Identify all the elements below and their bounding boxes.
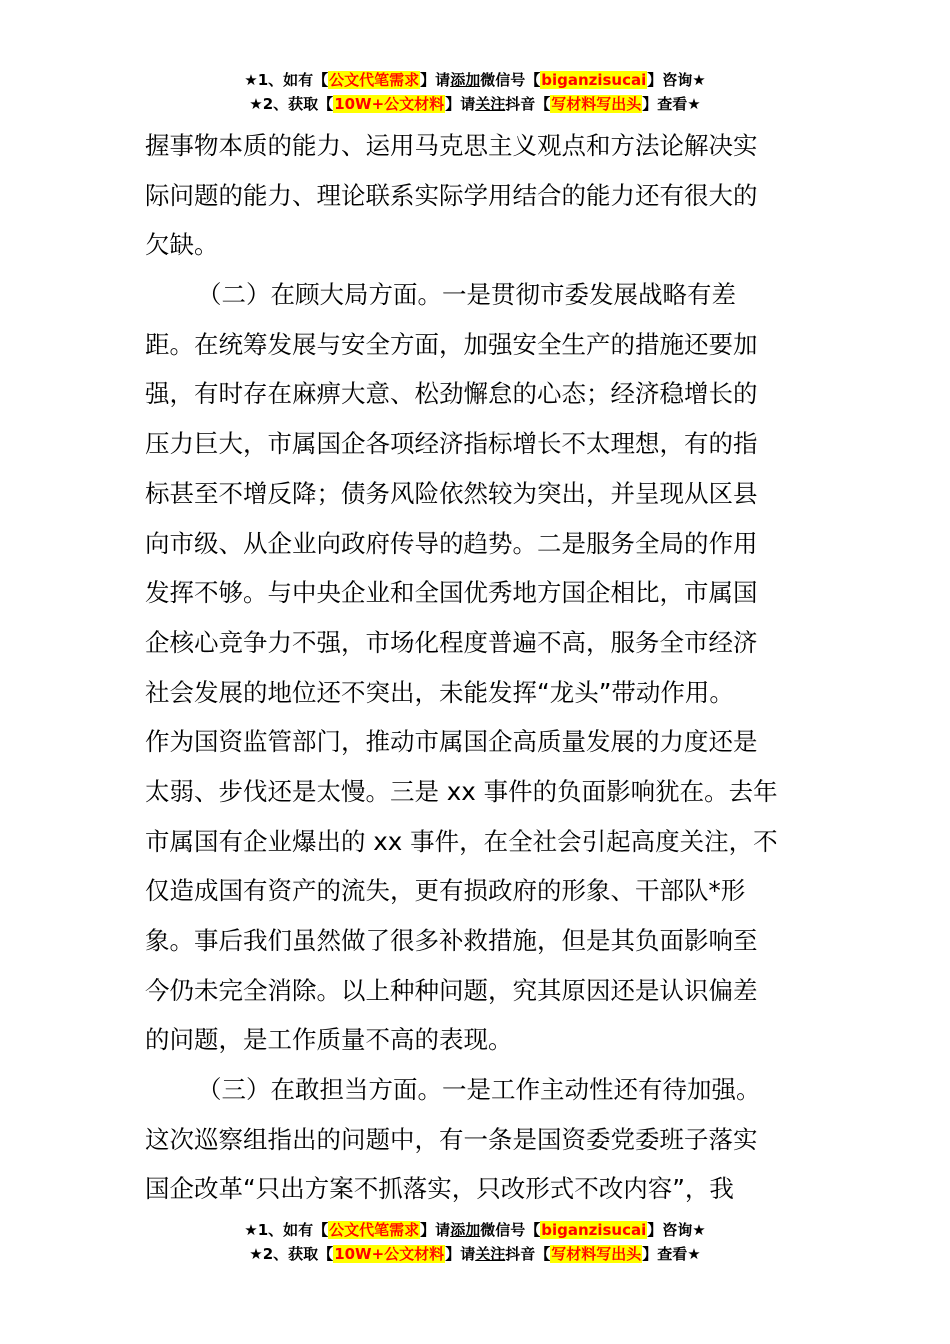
- banner-highlight: 公文代笔需求: [329, 1221, 420, 1239]
- body-line: 发挥不够。与中央企业和全国优秀地方国企相比，市属国: [145, 578, 758, 608]
- banner-text: ★1、如有【: [244, 1221, 329, 1239]
- header-banner: [0, 68, 950, 116]
- body-line: 向市级、从企业向政府传导的趋势。二是服务全局的作用: [145, 528, 758, 558]
- banner-line-2: [0, 1242, 950, 1266]
- banner-line-1: [0, 68, 950, 92]
- banner-text: 】请: [445, 1245, 476, 1263]
- banner-underline: 添加: [450, 1221, 481, 1239]
- banner-text: 】查看★: [642, 95, 701, 113]
- banner-text: ★2、获取【: [249, 1245, 334, 1263]
- body-line: 社会发展的地位还不突出，未能发挥“龙头”带动作用。: [145, 677, 734, 707]
- body-line: 今仍未完全消除。以上种种问题，究其原因还是认识偏差: [145, 975, 758, 1005]
- body-line: 作为国资监管部门，推动市属国企高质量发展的力度还是: [145, 727, 758, 757]
- body-line: 的问题，是工作质量不高的表现。: [145, 1025, 513, 1055]
- banner-text: 】查看★: [642, 1245, 701, 1263]
- body-line: 际问题的能力、理论联系实际学用结合的能力还有很大的: [145, 180, 758, 210]
- body-line: 国企改革“只出方案不抓落实，只改形式不改内容”，我: [145, 1174, 734, 1204]
- banner-highlight: biganzisucai: [541, 1221, 647, 1239]
- banner-text: 抖音【: [505, 1245, 551, 1263]
- body-line: 仅造成国有资产的流失，更有损政府的形象、干部队*形: [145, 876, 746, 906]
- banner-text: 微信号【: [480, 71, 541, 89]
- body-line: 压力巨大，市属国企各项经济指标增长不太理想，有的指: [145, 429, 758, 459]
- body-line: 市属国有企业爆出的 xx 事件，在全社会引起高度关注，不: [145, 826, 778, 856]
- banner-text: ★1、如有【: [244, 71, 329, 89]
- body-line: 标甚至不增反降；债务风险依然较为突出，并呈现从区县: [145, 478, 758, 508]
- banner-underline: 添加: [450, 71, 481, 89]
- body-line: 企核心竞争力不强，市场化程度普遍不高，服务全市经济: [145, 627, 758, 657]
- banner-text: ★2、获取【: [249, 95, 334, 113]
- body-line: 象。事后我们虽然做了很多补救措施，但是其负面影响至: [145, 926, 758, 955]
- banner-text: 】咨询★: [647, 1221, 706, 1239]
- banner-highlight: 写材料写出头: [551, 95, 642, 113]
- footer-banner: [0, 1218, 950, 1266]
- document-body: [145, 121, 810, 1214]
- banner-highlight: 写材料写出头: [551, 1245, 642, 1263]
- body-line: 太弱、步伐还是太慢。三是 xx 事件的负面影响犹在。去年: [145, 776, 778, 806]
- banner-text: 】请: [420, 1221, 451, 1239]
- body-line: 强，有时存在麻痹大意、松劲懈怠的心态；经济稳增长的: [145, 379, 758, 409]
- banner-underline: 关注: [475, 95, 506, 113]
- banner-highlight: 10W+公文材料: [334, 95, 445, 113]
- body-line: 欠缺。: [145, 230, 219, 260]
- body-line: 距。在统筹发展与安全方面，加强安全生产的措施还要加: [145, 329, 758, 359]
- body-line: 这次巡察组指出的问题中，有一条是国资委党委班子落实: [145, 1124, 758, 1154]
- banner-text: 】咨询★: [647, 71, 706, 89]
- banner-highlight: biganzisucai: [541, 71, 647, 89]
- banner-text: 】请: [445, 95, 476, 113]
- body-line: （三）在敢担当方面。一是工作主动性还有待加强。: [197, 1075, 761, 1105]
- banner-text: 】请: [420, 71, 451, 89]
- banner-highlight: 10W+公文材料: [334, 1245, 445, 1263]
- banner-highlight: 公文代笔需求: [329, 71, 420, 89]
- banner-line-2: [0, 92, 950, 116]
- banner-text: 微信号【: [480, 1221, 541, 1239]
- banner-line-1: [0, 1218, 950, 1242]
- body-line: 握事物本质的能力、运用马克思主义观点和方法论解决实: [145, 131, 758, 160]
- banner-underline: 关注: [475, 1245, 506, 1263]
- body-line: （二）在顾大局方面。一是贯彻市委发展战略有差: [197, 280, 736, 310]
- banner-text: 抖音【: [505, 95, 551, 113]
